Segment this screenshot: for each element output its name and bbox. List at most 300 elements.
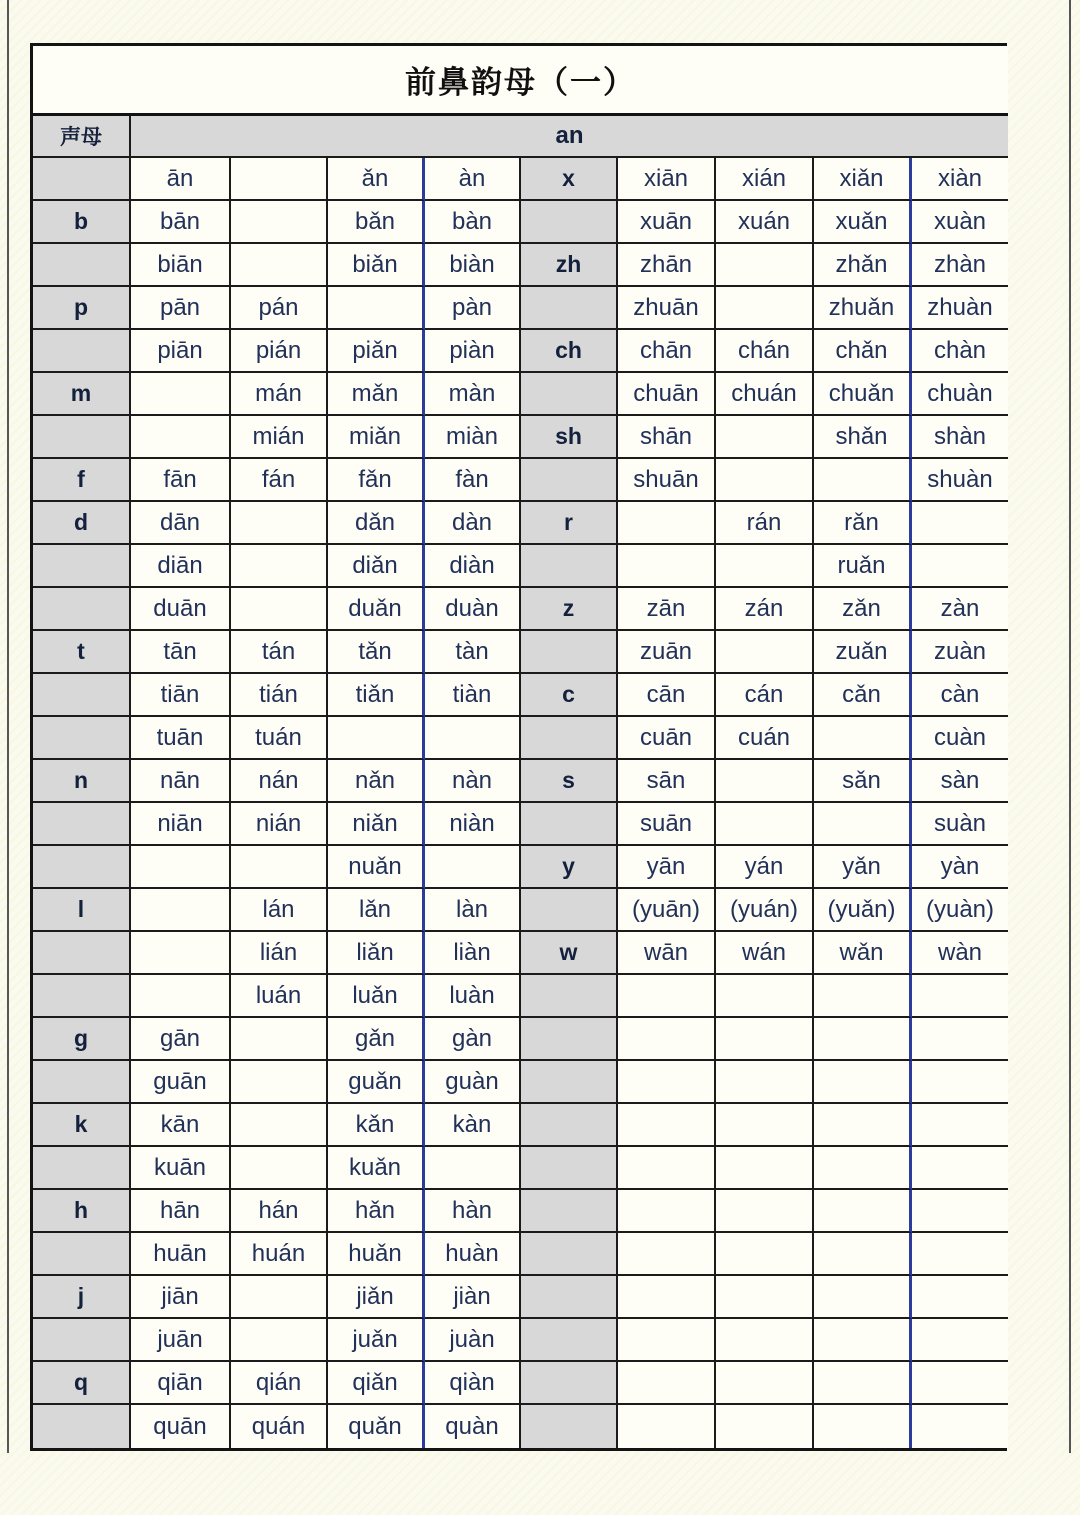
pinyin-table [30,43,1007,1451]
pinyin-cell [618,1190,716,1233]
final-header-an: an [131,116,1008,158]
initial-cell [521,545,618,588]
pinyin-cell: luán [231,975,328,1018]
initial-cell [33,1405,131,1448]
pinyin-cell: zhǎn [814,244,912,287]
pinyin-cell: bān [131,201,231,244]
pinyin-cell [716,459,814,502]
pinyin-cell [618,975,716,1018]
pinyin-cell: quǎn [328,1405,425,1448]
pinyin-cell: zuān [618,631,716,674]
pinyin-cell [814,1405,912,1448]
pinyin-cell: diān [131,545,231,588]
initial-cell: ch [521,330,618,373]
pinyin-cell: duàn [425,588,521,631]
pinyin-cell: quān [131,1405,231,1448]
initial-cell: m [33,373,131,416]
pinyin-cell: fán [231,459,328,502]
initial-cell [521,717,618,760]
pinyin-cell [716,1104,814,1147]
pinyin-cell [131,975,231,1018]
pinyin-cell: shàn [912,416,1008,459]
pinyin-cell: màn [425,373,521,416]
pinyin-cell: ān [131,158,231,201]
pinyin-cell: mán [231,373,328,416]
pinyin-cell: ǎn [328,158,425,201]
initial-cell: f [33,459,131,502]
pinyin-cell: duǎn [328,588,425,631]
pinyin-cell: chuǎn [814,373,912,416]
pinyin-cell: sàn [912,760,1008,803]
pinyin-cell [814,1319,912,1362]
initial-cell [521,459,618,502]
pinyin-cell: zàn [912,588,1008,631]
pinyin-cell [814,1147,912,1190]
pinyin-cell: niàn [425,803,521,846]
pinyin-cell [716,803,814,846]
pinyin-cell [716,1147,814,1190]
pinyin-cell [231,1018,328,1061]
pinyin-cell: zuàn [912,631,1008,674]
pinyin-cell [912,1233,1008,1276]
initial-cell [521,373,618,416]
pinyin-cell [131,889,231,932]
initial-cell [521,201,618,244]
pinyin-cell: diǎn [328,545,425,588]
pinyin-cell: guàn [425,1061,521,1104]
pinyin-cell: huán [231,1233,328,1276]
pinyin-cell [131,846,231,889]
pinyin-cell: dǎn [328,502,425,545]
pinyin-cell: cuàn [912,717,1008,760]
pinyin-cell: kuān [131,1147,231,1190]
pinyin-cell: kuǎn [328,1147,425,1190]
pinyin-cell: miǎn [328,416,425,459]
pinyin-cell: hàn [425,1190,521,1233]
pinyin-cell: qián [231,1362,328,1405]
pinyin-cell: zhān [618,244,716,287]
pinyin-cell: mián [231,416,328,459]
pinyin-cell: rǎn [814,502,912,545]
pinyin-cell [231,502,328,545]
pinyin-cell [716,1190,814,1233]
pinyin-cell [814,1276,912,1319]
pinyin-cell: xián [716,158,814,201]
pinyin-cell: pián [231,330,328,373]
pinyin-cell: wǎn [814,932,912,975]
pinyin-cell: cuán [716,717,814,760]
pinyin-cell: fàn [425,459,521,502]
initial-cell: d [33,502,131,545]
pinyin-cell: qiàn [425,1362,521,1405]
initial-cell: t [33,631,131,674]
pinyin-cell: yàn [912,846,1008,889]
pinyin-cell: hān [131,1190,231,1233]
pinyin-cell: nán [231,760,328,803]
pinyin-cell: (yuǎn) [814,889,912,932]
initial-cell [33,1233,131,1276]
pinyin-cell: (yuàn) [912,889,1008,932]
initial-cell: r [521,502,618,545]
pinyin-cell: juàn [425,1319,521,1362]
pinyin-cell: biàn [425,244,521,287]
pinyin-cell [131,932,231,975]
pinyin-cell: nián [231,803,328,846]
pinyin-cell: quán [231,1405,328,1448]
pinyin-cell [716,1405,814,1448]
pinyin-cell: tān [131,631,231,674]
initial-cell [521,1319,618,1362]
pinyin-cell: bàn [425,201,521,244]
page-edge-line-left [7,0,9,1453]
pinyin-cell: nuǎn [328,846,425,889]
pinyin-cell: xuán [716,201,814,244]
initial-cell: l [33,889,131,932]
pinyin-cell [716,1362,814,1405]
pinyin-cell [716,287,814,330]
initial-cell [33,158,131,201]
pinyin-cell: xiàn [912,158,1008,201]
pinyin-cell: fǎn [328,459,425,502]
initial-cell: b [33,201,131,244]
initial-cell [521,803,618,846]
pinyin-cell: sān [618,760,716,803]
pinyin-cell: tiǎn [328,674,425,717]
pinyin-cell [912,1018,1008,1061]
pinyin-cell: guǎn [328,1061,425,1104]
pinyin-cell: cuān [618,717,716,760]
pinyin-cell: jiǎn [328,1276,425,1319]
pinyin-cell: nàn [425,760,521,803]
pinyin-cell: wān [618,932,716,975]
pinyin-cell: pán [231,287,328,330]
initial-cell [521,1362,618,1405]
pinyin-cell: shuàn [912,459,1008,502]
initial-cell: z [521,588,618,631]
pinyin-cell [618,1061,716,1104]
pinyin-cell [131,373,231,416]
pinyin-cell [716,1276,814,1319]
pinyin-cell [814,1362,912,1405]
pinyin-cell: xuàn [912,201,1008,244]
pinyin-cell [912,1319,1008,1362]
pinyin-cell [618,1104,716,1147]
pinyin-cell [814,803,912,846]
pinyin-cell: quàn [425,1405,521,1448]
pinyin-cell [618,1018,716,1061]
pinyin-cell: gān [131,1018,231,1061]
initial-cell [521,1276,618,1319]
pinyin-cell: tàn [425,631,521,674]
pinyin-cell: làn [425,889,521,932]
initial-cell: j [33,1276,131,1319]
pinyin-cell: piǎn [328,330,425,373]
pinyin-cell: (yuān) [618,889,716,932]
pinyin-cell: liǎn [328,932,425,975]
initial-cell [33,588,131,631]
pinyin-cell: yán [716,846,814,889]
initial-cell [521,1233,618,1276]
pinyin-cell [912,975,1008,1018]
pinyin-cell: chān [618,330,716,373]
pinyin-cell [814,1061,912,1104]
initial-cell [33,545,131,588]
pinyin-cell [231,158,328,201]
pinyin-cell [716,416,814,459]
pinyin-cell: kàn [425,1104,521,1147]
pinyin-cell [231,545,328,588]
pinyin-cell: ruǎn [814,545,912,588]
initial-cell: c [521,674,618,717]
pinyin-cell: dàn [425,502,521,545]
initial-cell: sh [521,416,618,459]
initial-cell [521,631,618,674]
pinyin-cell: nān [131,760,231,803]
pinyin-cell: diàn [425,545,521,588]
pinyin-cell: lǎn [328,889,425,932]
pinyin-cell: lán [231,889,328,932]
pinyin-cell: pān [131,287,231,330]
pinyin-cell: qiǎn [328,1362,425,1405]
pinyin-cell: shǎn [814,416,912,459]
pinyin-cell [231,244,328,287]
pinyin-cell [912,1147,1008,1190]
initial-cell [33,932,131,975]
pinyin-cell: piàn [425,330,521,373]
pinyin-cell [231,1147,328,1190]
pinyin-cell: huān [131,1233,231,1276]
initial-cell [33,244,131,287]
pinyin-cell: xiān [618,158,716,201]
pinyin-cell [618,502,716,545]
pinyin-cell [425,1147,521,1190]
pinyin-cell [814,459,912,502]
initial-cell: x [521,158,618,201]
pinyin-cell: zuǎn [814,631,912,674]
pinyin-cell: huàn [425,1233,521,1276]
pinyin-cell: chǎn [814,330,912,373]
pinyin-cell: shuān [618,459,716,502]
initial-cell [521,1104,618,1147]
initial-cell: k [33,1104,131,1147]
pinyin-cell: cǎn [814,674,912,717]
initial-cell [521,1147,618,1190]
pinyin-cell: chuàn [912,373,1008,416]
pinyin-cell: hán [231,1190,328,1233]
pinyin-cell: suān [618,803,716,846]
pinyin-cell [231,201,328,244]
pinyin-cell: lián [231,932,328,975]
pinyin-cell: zhuàn [912,287,1008,330]
pinyin-cell: jiàn [425,1276,521,1319]
pinyin-cell: xiǎn [814,158,912,201]
pinyin-cell: tán [231,631,328,674]
pinyin-cell: chuán [716,373,814,416]
initial-cell [33,416,131,459]
pinyin-cell [618,1405,716,1448]
initial-column-header: 声母 [33,116,131,158]
pinyin-cell: guān [131,1061,231,1104]
pinyin-cell [814,975,912,1018]
pinyin-cell: xuǎn [814,201,912,244]
initial-cell: w [521,932,618,975]
pinyin-cell [618,1319,716,1362]
pinyin-cell: biān [131,244,231,287]
page-edge-line-right [1069,0,1071,1453]
pinyin-cell: chàn [912,330,1008,373]
initial-cell [33,717,131,760]
pinyin-cell [716,1319,814,1362]
pinyin-cell: shān [618,416,716,459]
pinyin-cell: zān [618,588,716,631]
pinyin-cell [814,1104,912,1147]
pinyin-cell [618,1147,716,1190]
pinyin-cell: tuán [231,717,328,760]
pinyin-cell [618,1233,716,1276]
pinyin-cell: zán [716,588,814,631]
pinyin-cell: qiān [131,1362,231,1405]
pinyin-cell [912,1061,1008,1104]
pinyin-cell: wàn [912,932,1008,975]
pinyin-cell: fān [131,459,231,502]
initial-cell [33,1147,131,1190]
pinyin-cell: niǎn [328,803,425,846]
pinyin-cell: dān [131,502,231,545]
pinyin-cell: wán [716,932,814,975]
initial-cell: q [33,1362,131,1405]
pinyin-cell: niān [131,803,231,846]
pinyin-cell: biǎn [328,244,425,287]
pinyin-cell [814,1018,912,1061]
pinyin-cell [912,1405,1008,1448]
pinyin-cell: jiān [131,1276,231,1319]
initial-cell [521,1018,618,1061]
initial-cell: y [521,846,618,889]
pinyin-cell [425,717,521,760]
initial-cell [33,975,131,1018]
pinyin-cell [716,1233,814,1276]
pinyin-cell: gǎn [328,1018,425,1061]
initial-cell [521,1190,618,1233]
initial-cell: n [33,760,131,803]
pinyin-cell: duān [131,588,231,631]
pinyin-cell: miàn [425,416,521,459]
pinyin-cell [618,1276,716,1319]
pinyin-cell: càn [912,674,1008,717]
pinyin-cell [716,545,814,588]
pinyin-cell [231,1319,328,1362]
pinyin-cell: zhuān [618,287,716,330]
pinyin-cell: huǎn [328,1233,425,1276]
initial-cell [33,803,131,846]
pinyin-cell [716,975,814,1018]
pinyin-cell: juǎn [328,1319,425,1362]
pinyin-cell: nǎn [328,760,425,803]
pinyin-cell: mǎn [328,373,425,416]
pinyin-cell: pàn [425,287,521,330]
pinyin-cell: zhàn [912,244,1008,287]
initial-cell: g [33,1018,131,1061]
pinyin-cell [716,631,814,674]
initial-cell: s [521,760,618,803]
pinyin-cell: hǎn [328,1190,425,1233]
initial-cell [521,889,618,932]
initial-cell: h [33,1190,131,1233]
pinyin-cell: tiàn [425,674,521,717]
initial-cell: p [33,287,131,330]
pinyin-cell [328,287,425,330]
pinyin-cell: tiān [131,674,231,717]
pinyin-cell [618,1362,716,1405]
pinyin-cell: gàn [425,1018,521,1061]
pinyin-cell [231,846,328,889]
pinyin-cell [716,1061,814,1104]
pinyin-cell: luàn [425,975,521,1018]
initial-cell [33,1319,131,1362]
pinyin-cell [231,588,328,631]
pinyin-cell: rán [716,502,814,545]
initial-cell: zh [521,244,618,287]
pinyin-cell: sǎn [814,760,912,803]
pinyin-cell [716,760,814,803]
pinyin-cell [131,416,231,459]
pinyin-cell: cán [716,674,814,717]
pinyin-cell [231,1061,328,1104]
pinyin-cell: yān [618,846,716,889]
pinyin-cell [231,1104,328,1147]
pinyin-cell [814,1190,912,1233]
pinyin-cell [716,1018,814,1061]
pinyin-cell: yǎn [814,846,912,889]
pinyin-cell [912,1276,1008,1319]
initial-cell [33,330,131,373]
pinyin-cell: suàn [912,803,1008,846]
pinyin-cell [912,1190,1008,1233]
pinyin-cell: kān [131,1104,231,1147]
table-title: 前鼻韵母（一） [33,46,1008,116]
initial-cell [521,975,618,1018]
pinyin-cell: liàn [425,932,521,975]
pinyin-cell: (yuán) [716,889,814,932]
pinyin-cell: chuān [618,373,716,416]
pinyin-cell [231,1276,328,1319]
pinyin-cell [328,717,425,760]
pinyin-cell [814,717,912,760]
pinyin-cell: juān [131,1319,231,1362]
initial-cell [33,846,131,889]
initial-cell [33,674,131,717]
pinyin-cell: zhuǎn [814,287,912,330]
pinyin-cell [912,502,1008,545]
pinyin-cell: zǎn [814,588,912,631]
pinyin-cell [912,545,1008,588]
pinyin-cell: piān [131,330,231,373]
pinyin-cell: tián [231,674,328,717]
pinyin-cell [716,244,814,287]
pinyin-cell: chán [716,330,814,373]
pinyin-cell [425,846,521,889]
pinyin-cell: àn [425,158,521,201]
pinyin-cell: kǎn [328,1104,425,1147]
initial-cell [521,1061,618,1104]
pinyin-cell: tǎn [328,631,425,674]
initial-cell [521,1405,618,1448]
pinyin-cell [618,545,716,588]
pinyin-cell: tuān [131,717,231,760]
pinyin-cell [912,1362,1008,1405]
initial-cell [33,1061,131,1104]
pinyin-cell: xuān [618,201,716,244]
